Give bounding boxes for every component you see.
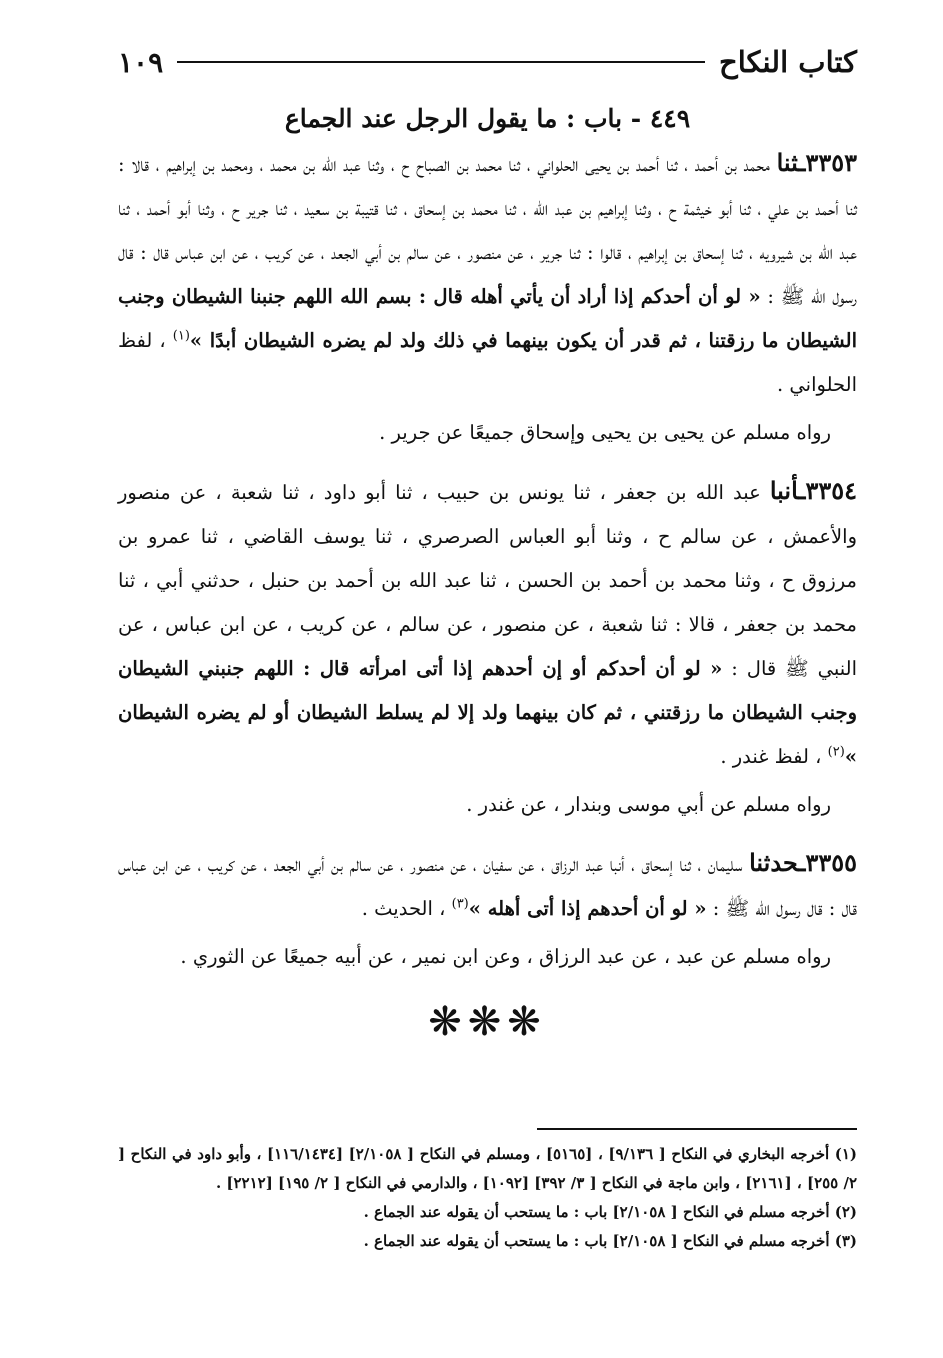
hadith-number: ٣٣٥٤ـ xyxy=(798,476,857,505)
transmission-formula: أنبا xyxy=(769,476,799,505)
matn-text: « لو أن أحدكم إذا أراد أن يأتي أهله قال : بسم الله اللهم جنبنا الشيطان وجنب الشيطان ما رزقتنا ، ثم قدر أن يكون بينهما في ذلك ولد لم يضره الشيطان أبدًا » xyxy=(118,285,857,352)
hadith-tail: ، الحديث . xyxy=(361,897,452,920)
header-rule xyxy=(177,61,705,63)
isnad-text: محمد بن أحمد ، ثنا أحمد بن يحيى الحلواني ، ثنا محمد بن الصباح ح ، وثنا عبد الله بن محمد ، ومحمد بن إبراهيم ، قالا : ثنا أحمد بن علي ، ثنا أبو خيثمة ح ، وثنا إبراهيم بن عبد الله ، ثنا محمد بن إسحاق ، ثنا قتيبة بن سعيد ، ثنا جرير ح ، وثنا أبو أحمد ، ثنا عبد الله بن شيرويه ، ثنا إسحاق بن إبراهيم ، قالوا : ثنا جرير ، عن منصور ، عن سالم بن أبي الجعد ، عن كريب ، عن ابن عباس قال : قال رسول الله ﷺ : xyxy=(118,153,857,308)
main-text xyxy=(118,141,857,1047)
footnote-reference: (٣) xyxy=(451,896,469,912)
transmission-formula: حدثنا xyxy=(749,848,799,877)
hadith-tail: ، لفظ غندر . xyxy=(720,745,828,768)
section-separator-stars: ❋❋❋ xyxy=(428,999,547,1045)
riwaya-note: رواه مسلم عن أبي موسى وبندار ، عن غندر . xyxy=(466,793,831,816)
hadith-tail: ، لفظ الحلواني . xyxy=(118,329,857,396)
matn-text: « لو أن أحدهم إذا أتى أهله » xyxy=(468,897,707,920)
footnote-reference: (٢) xyxy=(827,744,845,760)
hadith-number: ٣٣٥٣ـ xyxy=(798,148,857,177)
isnad-text: عبد الله بن جعفر ، ثنا يونس بن حبيب ، ثنا أبو داود ، ثنا شعبة ، عن منصور والأعمش ، عن سالم ح ، وثنا أبو العباس الصرصري ، ثنا يوسف القاضي ، ثنا عمرو بن مرزوق ح ، وثنا محمد بن أحمد بن الحسن ، ثنا عبد الله بن أحمد بن حنبل ، حدثني أبي ، ثنا محمد بن جعفر ، قالا : ثنا شعبة ، عن منصور ، عن سالم ، عن كريب ، عن ابن عباس ، عن النبي ﷺ قال : xyxy=(118,481,857,680)
isnad-text: سليمان ، ثنا إسحاق ، أنبا عبد الرزاق ، عن سفيان ، عن منصور ، عن سالم بن أبي الجعد ، عن كريب ، عن ابن عباس قال : قال رسول الله ﷺ : xyxy=(118,853,857,920)
page-number: ١٠٩ xyxy=(118,45,164,79)
footnote-1: (١) أخرجه البخاري في النكاح [ ٩/١٣٦] ، [٥١٦٥] ، ومسلم في النكاح [ ٢/١٠٥٨] [١١٦/١٤٣٤] ، وأبو داود في النكاح [ ٢/ ٢٥٥] ، [٢١٦١] ، وابن ماجة في النكاح [ ٣/ ٣٩٢] [١٠٩٢] ، والدارمي في النكاح [ ٢/ ١٩٥] [٢٢١٢] . xyxy=(118,1145,857,1192)
hadith-3354 xyxy=(118,469,857,779)
transmission-formula: ثنا xyxy=(776,148,799,177)
riwaya-note: رواه مسلم عن عبد ، عن عبد الرزاق ، وعن ابن نمير ، عن أبيه جميعًا عن الثوري . xyxy=(180,945,831,968)
riwaya-note: رواه مسلم عن يحيى بن يحيى وإسحاق جميعًا عن جرير . xyxy=(379,421,831,444)
running-title: كتاب النكاح xyxy=(718,45,857,79)
footnote-rule xyxy=(537,1128,857,1130)
hadith-3353 xyxy=(118,141,857,407)
chapter-title: ٤٤٩ - باب : ما يقول الرجل عند الجماع xyxy=(284,104,691,133)
footnote-reference: (١) xyxy=(172,328,190,344)
hadith-number: ٣٣٥٥ـ xyxy=(798,848,857,877)
footnote-3: (٣) أخرجه مسلم في النكاح [ ٢/١٠٥٨] باب : ما يستحب أن يقوله عند الجماع . xyxy=(363,1232,857,1250)
footnotes xyxy=(118,1128,857,1256)
hadith-3355 xyxy=(118,841,857,931)
page-header xyxy=(118,34,857,90)
matn-text: « لو أن أحدكم أو إن أحدهم إذا أتى امرأته قال : اللهم جنبني الشيطان وجنب الشيطان ما رزقتني ، ثم كان بينهما ولد إلا لم يسلط الشيطان أو لم يضره الشيطان » xyxy=(118,657,857,768)
footnote-2: (٢) أخرجه مسلم في النكاح [ ٢/١٠٥٨] باب : ما يستحب أن يقوله عند الجماع . xyxy=(363,1203,857,1221)
